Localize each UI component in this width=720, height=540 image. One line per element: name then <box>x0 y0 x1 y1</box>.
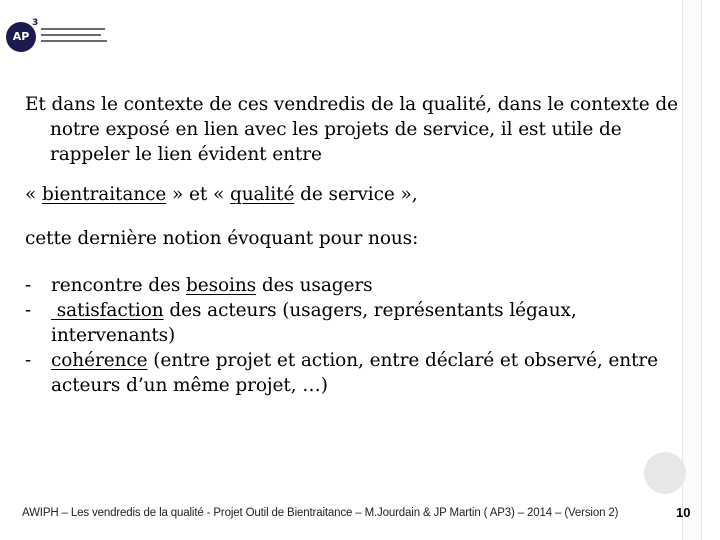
term-coherence: cohérence <box>51 350 148 371</box>
dash-bullet: - <box>25 350 32 371</box>
logo-tagline-lines <box>41 28 109 46</box>
term-qualite: qualité <box>230 184 295 205</box>
dash-bullet: - <box>25 275 32 296</box>
lead-sentence: cette dernière notion évoquant pour nous: <box>25 228 419 249</box>
slide-body <box>25 92 680 398</box>
page-number: 10 <box>676 505 691 520</box>
list-item: - satisfaction des acteurs (usagers, représentants légaux, intervenants) <box>25 300 577 346</box>
slide-right-border <box>682 0 702 540</box>
logo-superscript: 3 <box>32 18 39 28</box>
slide-footer: AWIPH – Les vendredis de la qualité - Projet Outil de Bientraitance – M.Jourdain & JP Martin ( AP3) – 2014 – (Version 2) <box>22 507 619 519</box>
concepts-line: « bientraitance » et « qualité de service », <box>25 184 418 205</box>
list-item: - cohérence (entre projet et action, entre déclaré et observé, entre acteurs d’un même projet, …) <box>25 350 659 396</box>
list-item: - rencontre des besoins des usagers <box>25 275 373 296</box>
intro-paragraph: Et dans le contexte de ces vendredis de la qualité, dans le contexte de notre exposé en lien avec les projets de service, il est utile de rappeler le lien évident entre <box>25 94 679 165</box>
term-besoins: besoins <box>186 275 257 296</box>
logo-circle-icon: AP <box>6 22 36 52</box>
bullet-list <box>25 273 680 398</box>
decorative-circle <box>644 452 686 494</box>
dash-bullet: - <box>25 300 32 321</box>
term-bientraitance: bientraitance <box>42 184 167 205</box>
ap3-logo <box>6 18 116 58</box>
term-satisfaction: satisfaction <box>51 300 164 321</box>
